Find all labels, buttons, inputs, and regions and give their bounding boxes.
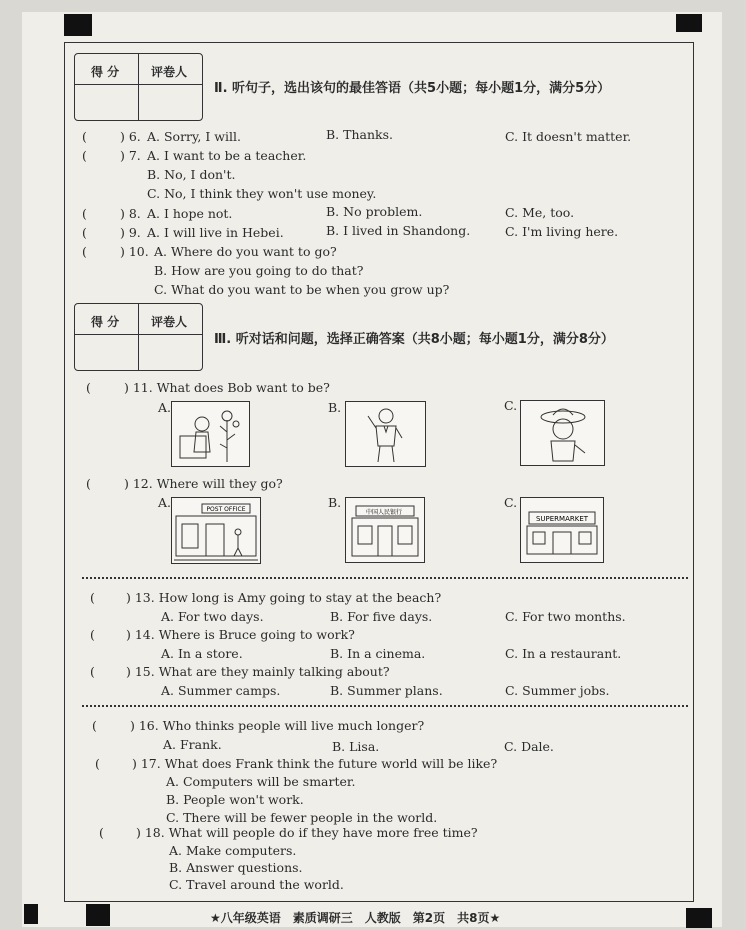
q8-option-a: A. I hope not.	[147, 206, 233, 221]
q9-option-c: C. I'm living here.	[505, 224, 619, 239]
q11-picture-a	[171, 401, 250, 467]
answer-paren: (	[86, 380, 91, 395]
section-2-title: Ⅱ. 听句子，选出该句的最佳答语（共5小题；每小题1分，满分5分）	[214, 81, 611, 96]
answer-paren: (	[86, 476, 91, 491]
q9-option-b: B. I lived in Shandong.	[326, 223, 471, 238]
grader-label: 评卷人	[151, 65, 188, 79]
page-footer: ★八年级英语 素质调研三 人教版 第2页 共8页★	[210, 911, 501, 925]
q10-option-b: B. How are you going to do that?	[154, 263, 364, 278]
q14-option-c: C. In a restaurant.	[505, 646, 622, 661]
q13-option-b: B. For five days.	[330, 609, 433, 624]
score-box-divider	[75, 334, 202, 335]
q16-stem: ) 16. Who thinks people will live much longer?	[130, 718, 425, 733]
q12-sign-c: SUPERMARKET	[535, 515, 589, 523]
answer-paren: (	[99, 825, 104, 840]
q11-picture-c	[520, 400, 605, 466]
q11-option-b-label: B.	[328, 400, 342, 415]
registration-mark-bottom-right	[686, 908, 712, 928]
q12-picture-a	[171, 497, 261, 564]
grader-label: 评卷人	[151, 315, 188, 329]
q18-option-c: C. Travel around the world.	[169, 877, 344, 892]
answer-paren: (	[82, 244, 87, 259]
q13-option-c: C. For two months.	[505, 609, 626, 624]
answer-paren: (	[82, 148, 87, 163]
q12-picture-c	[520, 497, 604, 563]
q15-stem: ) 15. What are they mainly talking about?	[126, 664, 390, 679]
q9-number: ) 9.	[120, 225, 141, 240]
q18-stem: ) 18. What will people do if they have more free time?	[136, 825, 478, 840]
registration-mark-top-right	[676, 14, 702, 32]
q11-stem: ) 11. What does Bob want to be?	[124, 380, 330, 395]
answer-paren: (	[82, 206, 87, 221]
q7-option-c: C. No, I think they won't use money.	[147, 186, 377, 201]
q8-option-c: C. Me, too.	[505, 205, 575, 220]
q15-option-a: A. Summer camps.	[161, 683, 281, 698]
q16-option-b: B. Lisa.	[332, 739, 380, 754]
q12-option-a-label: A.	[158, 495, 172, 510]
q12-option-b-label: B.	[328, 495, 342, 510]
q11-option-a-label: A.	[158, 400, 172, 415]
q13-option-a: A. For two days.	[161, 609, 264, 624]
answer-paren: (	[95, 756, 100, 771]
q17-option-b: B. People won't work.	[166, 792, 304, 807]
q15-option-b: B. Summer plans.	[330, 683, 443, 698]
q14-option-b: B. In a cinema.	[330, 646, 426, 661]
q10-number: ) 10.	[120, 244, 149, 259]
answer-paren: (	[90, 590, 95, 605]
student-in-garden-icon	[172, 402, 249, 466]
q12-sign-b: 中国人民银行	[365, 509, 403, 516]
q8-number: ) 8.	[120, 206, 141, 221]
q16-option-a: A. Frank.	[163, 737, 222, 752]
section-divider	[82, 705, 688, 707]
score-box-divider	[138, 54, 139, 120]
answer-paren: (	[92, 718, 97, 733]
q9-option-a: A. I will live in Hebei.	[147, 225, 284, 240]
q6-option-a: A. Sorry, I will.	[147, 129, 241, 144]
answer-paren: (	[82, 129, 87, 144]
q12-option-c-label: C.	[504, 495, 518, 510]
q6-option-c: C. It doesn't matter.	[505, 129, 632, 144]
score-label: 得 分	[91, 315, 120, 329]
q12-sign-a: POST OFFICE	[206, 506, 246, 513]
q11-picture-b	[345, 401, 426, 467]
score-box-section-3	[74, 303, 203, 371]
q16-option-c: C. Dale.	[504, 739, 554, 754]
q11-option-c-label: C.	[504, 398, 518, 413]
q12-picture-b	[345, 497, 425, 563]
q13-stem: ) 13. How long is Amy going to stay at the beach?	[126, 590, 442, 605]
man-in-suit-icon	[346, 402, 425, 466]
q14-stem: ) 14. Where is Bruce going to work?	[126, 627, 355, 642]
q12-stem: ) 12. Where will they go?	[124, 476, 283, 491]
answer-paren: (	[82, 225, 87, 240]
q18-option-b: B. Answer questions.	[169, 860, 303, 875]
section-divider	[82, 577, 688, 579]
registration-mark-bottom-edge-left	[24, 904, 38, 924]
registration-mark-bottom-left	[86, 904, 110, 926]
q6-option-b: B. Thanks.	[326, 127, 393, 142]
q15-option-c: C. Summer jobs.	[505, 683, 610, 698]
registration-mark-top-left	[64, 14, 92, 36]
q17-option-a: A. Computers will be smarter.	[166, 774, 356, 789]
q10-option-c: C. What do you want to be when you grow up?	[154, 282, 450, 297]
q6-number: ) 6.	[120, 129, 141, 144]
section-3-title: Ⅲ. 听对话和问题，选择正确答案（共8小题；每小题1分，满分8分）	[214, 332, 614, 347]
q7-option-a: A. I want to be a teacher.	[147, 148, 307, 163]
post-office-icon	[172, 498, 260, 563]
q14-option-a: A. In a store.	[161, 646, 243, 661]
answer-paren: (	[90, 664, 95, 679]
answer-paren: (	[90, 627, 95, 642]
q7-option-b: B. No, I don't.	[147, 167, 236, 182]
q18-option-a: A. Make computers.	[169, 843, 297, 858]
q7-number: ) 7.	[120, 148, 141, 163]
q17-option-c: C. There will be fewer people in the world.	[166, 810, 438, 825]
supermarket-icon	[521, 498, 603, 562]
q8-option-b: B. No problem.	[326, 204, 423, 219]
girl-with-hat-icon	[521, 401, 604, 465]
q10-option-a: A. Where do you want to go?	[154, 244, 337, 259]
score-box-section-2	[74, 53, 203, 121]
bank-icon	[346, 498, 424, 562]
q17-stem: ) 17. What does Frank think the future world will be like?	[132, 756, 498, 771]
score-box-divider	[138, 304, 139, 370]
score-box-divider	[75, 84, 202, 85]
score-label: 得 分	[91, 65, 120, 79]
